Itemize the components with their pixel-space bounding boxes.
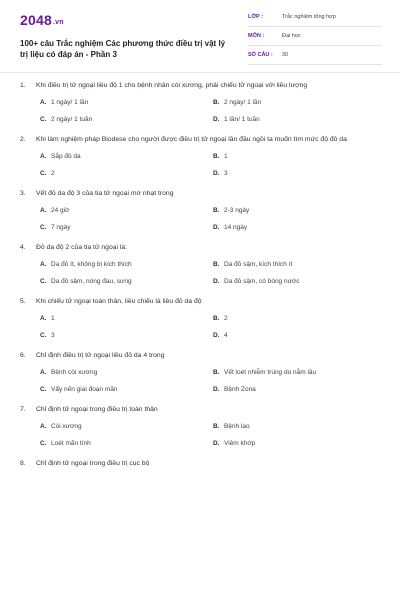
meta-subject-value: Đại học bbox=[282, 33, 301, 39]
question-number: 8. bbox=[20, 460, 26, 467]
option-letter: A. bbox=[40, 315, 47, 322]
question-item bbox=[20, 458, 382, 469]
answer-option[interactable] bbox=[213, 260, 386, 269]
option-text: 3 bbox=[224, 170, 228, 177]
answer-options bbox=[20, 260, 382, 286]
answer-option[interactable] bbox=[213, 169, 386, 178]
option-letter: B. bbox=[213, 369, 220, 376]
answer-option[interactable] bbox=[40, 314, 213, 323]
option-letter: C. bbox=[40, 116, 47, 123]
answer-option[interactable] bbox=[40, 331, 213, 340]
option-text: 1 bbox=[224, 153, 228, 160]
option-text: 1 lần/ 1 tuần bbox=[224, 116, 260, 123]
logo-main: 2048 bbox=[20, 12, 52, 28]
option-text: 3 bbox=[51, 332, 55, 339]
header-divider bbox=[0, 72, 400, 73]
option-text: Còi xương bbox=[51, 423, 82, 430]
question-number: 1. bbox=[20, 82, 26, 89]
question-item bbox=[20, 80, 382, 124]
answer-option[interactable] bbox=[40, 223, 213, 232]
answer-option[interactable] bbox=[213, 368, 386, 377]
meta-subject-key: MÔN : bbox=[248, 33, 265, 39]
question-text: Chỉ định tử ngoại trong điều trị cục bộ bbox=[36, 460, 150, 467]
option-text: 24 giờ bbox=[51, 207, 70, 214]
option-letter: B. bbox=[213, 153, 220, 160]
answer-options bbox=[20, 98, 382, 124]
question-text: Đỏ da độ 2 của tia tử ngoại là: bbox=[36, 244, 128, 251]
option-letter: C. bbox=[40, 386, 47, 393]
question-number: 3. bbox=[20, 190, 26, 197]
meta-class-value: Trắc nghiệm tổng hợp bbox=[282, 14, 336, 20]
option-text: 4 bbox=[224, 332, 228, 339]
question-text: Khi chiếu tử ngoại toàn thân, liều chiếu là liều đỏ da độ bbox=[36, 298, 202, 305]
question-text: Chỉ định tử ngoại trong điều trị toàn thân bbox=[36, 406, 158, 413]
meta-class-row bbox=[248, 8, 382, 27]
question-item bbox=[20, 350, 382, 394]
question-number: 6. bbox=[20, 352, 26, 359]
answer-option[interactable] bbox=[40, 169, 213, 178]
question-item bbox=[20, 134, 382, 178]
answer-option[interactable] bbox=[213, 152, 386, 161]
answer-option[interactable] bbox=[40, 98, 213, 107]
option-letter: B. bbox=[213, 99, 220, 106]
option-letter: A. bbox=[40, 99, 47, 106]
question-stem bbox=[20, 80, 382, 91]
option-text: Da đỏ sậm, kích thích ít bbox=[224, 261, 293, 268]
option-letter: B. bbox=[213, 261, 220, 268]
question-number: 2. bbox=[20, 136, 26, 143]
question-stem bbox=[20, 134, 382, 145]
option-text: Da đỏ sậm, nóng đau, sưng bbox=[51, 278, 132, 285]
option-letter: C. bbox=[40, 332, 47, 339]
option-text: 14 ngày bbox=[224, 224, 248, 231]
option-letter: B. bbox=[213, 423, 220, 430]
answer-option[interactable] bbox=[40, 439, 213, 448]
option-letter: B. bbox=[213, 315, 220, 322]
option-text: 2 bbox=[224, 315, 228, 322]
option-text: Vẩy nến giai đoạn mãn bbox=[51, 386, 118, 393]
option-letter: C. bbox=[40, 440, 47, 447]
option-letter: D. bbox=[213, 386, 220, 393]
answer-options bbox=[20, 152, 382, 178]
answer-option[interactable] bbox=[40, 115, 213, 124]
answer-option[interactable] bbox=[40, 206, 213, 215]
question-list bbox=[20, 80, 382, 479]
option-text: Bệnh Zona bbox=[224, 386, 256, 393]
document-meta bbox=[248, 8, 382, 65]
question-number: 4. bbox=[20, 244, 26, 251]
option-text: Viêm khớp bbox=[224, 440, 256, 447]
answer-option[interactable] bbox=[40, 260, 213, 269]
option-text: Sắp đỏ da bbox=[51, 153, 81, 160]
option-text: 1 bbox=[51, 315, 55, 322]
option-letter: B. bbox=[213, 207, 220, 214]
answer-option[interactable] bbox=[213, 115, 386, 124]
answer-option[interactable] bbox=[213, 385, 386, 394]
question-stem bbox=[20, 458, 382, 469]
option-letter: D. bbox=[213, 224, 220, 231]
option-letter: C. bbox=[40, 278, 47, 285]
option-text: 2 bbox=[51, 170, 55, 177]
question-item bbox=[20, 404, 382, 448]
answer-option[interactable] bbox=[40, 385, 213, 394]
question-number: 5. bbox=[20, 298, 26, 305]
question-stem bbox=[20, 296, 382, 307]
option-text: 2 ngày/ 1 tuần bbox=[51, 116, 93, 123]
option-text: 2 ngày/ 1 lần bbox=[224, 99, 262, 106]
answer-option[interactable] bbox=[213, 223, 386, 232]
answer-option[interactable] bbox=[213, 98, 386, 107]
logo-suffix: .vn bbox=[52, 19, 64, 26]
question-text: Khi điều trị tử ngoại liều độ 1 cho bệnh nhân còi xương, phải chiếu tử ngoại với liều lượng bbox=[36, 82, 308, 89]
answer-option[interactable] bbox=[40, 152, 213, 161]
answer-option[interactable] bbox=[213, 206, 386, 215]
option-text: Bệnh lao bbox=[224, 423, 250, 430]
option-text: Vết loét nhiễm trùng do nằm lâu bbox=[224, 369, 317, 376]
answer-options bbox=[20, 422, 382, 448]
question-item bbox=[20, 296, 382, 340]
answer-option[interactable] bbox=[213, 331, 386, 340]
option-letter: D. bbox=[213, 116, 220, 123]
answer-option[interactable] bbox=[40, 277, 213, 286]
option-letter: D. bbox=[213, 332, 220, 339]
meta-count-key: SỐ CÂU : bbox=[248, 52, 273, 58]
question-text: Khi làm nghiệm pháp Biodese cho người được điều trị tử ngoại lần đầu ngồi ta muốn tìm mức độ đỏ da bbox=[36, 136, 347, 143]
answer-option[interactable] bbox=[213, 314, 386, 323]
answer-option[interactable] bbox=[213, 439, 386, 448]
question-item bbox=[20, 242, 382, 286]
meta-class-key: LỚP : bbox=[248, 14, 263, 20]
document-title: 100+ câu Trắc nghiệm Các phương thức điều trị vật lý trị liệu có đáp án - Phần 3 bbox=[20, 39, 226, 59]
option-letter: D. bbox=[213, 170, 220, 177]
option-letter: C. bbox=[40, 170, 47, 177]
answer-options bbox=[20, 368, 382, 394]
question-stem bbox=[20, 350, 382, 361]
question-number: 7. bbox=[20, 406, 26, 413]
question-stem bbox=[20, 188, 382, 199]
question-item bbox=[20, 188, 382, 232]
option-letter: C. bbox=[40, 224, 47, 231]
answer-options bbox=[20, 314, 382, 340]
question-text: Vết đỏ da độ 3 của tia tử ngoại mờ nhạt trong bbox=[36, 190, 174, 197]
answer-option[interactable] bbox=[40, 422, 213, 431]
question-stem bbox=[20, 404, 382, 415]
option-text: 1 ngày/ 1 lần bbox=[51, 99, 89, 106]
meta-subject-row bbox=[248, 27, 382, 46]
option-letter: A. bbox=[40, 207, 47, 214]
option-letter: A. bbox=[40, 261, 47, 268]
site-logo[interactable] bbox=[20, 12, 64, 28]
answer-option[interactable] bbox=[213, 422, 386, 431]
option-text: 7 ngày bbox=[51, 224, 71, 231]
meta-count-row bbox=[248, 46, 382, 65]
answer-options bbox=[20, 206, 382, 232]
option-letter: A. bbox=[40, 423, 47, 430]
option-text: Loét mãn tính bbox=[51, 440, 91, 447]
option-text: Da đỏ sậm, có bóng nước bbox=[224, 278, 300, 285]
question-stem bbox=[20, 242, 382, 253]
option-text: Da đỏ ít, không bị kích thích bbox=[51, 261, 132, 268]
answer-option[interactable] bbox=[213, 277, 386, 286]
question-text: Chỉ định điều trị tử ngoại liều đỏ da 4 trong bbox=[36, 352, 165, 359]
option-letter: D. bbox=[213, 278, 220, 285]
option-text: 2-3 ngày bbox=[224, 207, 250, 214]
option-letter: A. bbox=[40, 153, 47, 160]
option-letter: A. bbox=[40, 369, 47, 376]
meta-count-value: 30 bbox=[282, 52, 289, 58]
option-text: Bệnh còi xương bbox=[51, 369, 98, 376]
page-header bbox=[20, 8, 382, 66]
option-letter: D. bbox=[213, 440, 220, 447]
answer-option[interactable] bbox=[40, 368, 213, 377]
